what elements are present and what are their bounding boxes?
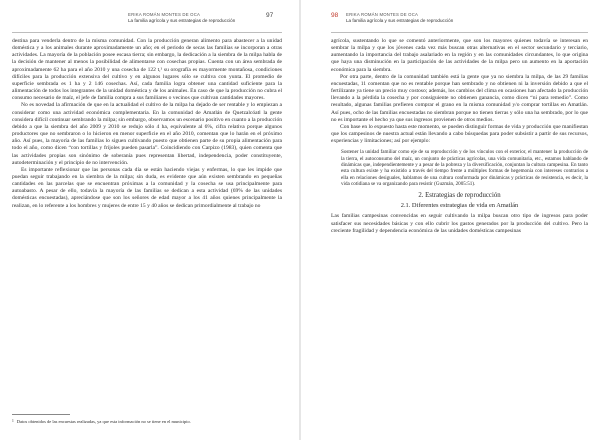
right-running-header [346, 12, 506, 23]
subsection-heading: 2.1. Diferentes estrategias de vida en Amatlán [400, 202, 519, 210]
header-rule [331, 32, 588, 33]
footnote-mark: 1 [12, 419, 14, 423]
footnote-rule [12, 414, 70, 415]
footnote [12, 419, 282, 425]
running-header-author: ERIKA ROMÁN MONTES DE OCA [346, 12, 419, 17]
section-heading: 2. Estrategias de reproducción [418, 192, 501, 200]
paragraph: Las familias campesinas convencidas en seguir cultivando la milpa buscan otro tipo de ingresos para poder satisfacer sus necesidades básicas y con ello cubrir los gastos generados por la producción del cultivo. Pero la creciente fragilidad y dependencia económica de las unidades domésticas campesinas [331, 213, 588, 234]
running-header-subtitle: La familia agrícola y sus estrategias de reproducción [346, 18, 454, 23]
paragraph: No es novedad la afirmación de que en la actualidad el cultivo de la milpa ha dejado de ser rentable y lo empiezan a considerar como una actividad económica complementaria. En la comunidad de Amatlán de Quetzalcóatl la gente considera difícil continuar sembrando la milpa; sin embargo, observamos un escenario positivo en cuanto a la producción debido a que la siembra del año 2009 y 2010 se redujo sólo 4 ha, equivalente al 6%, cifra relativa porque algunos productores que no sembraron o lo hicieron en menor superficie en el año 2010, comentan que lo harán en el próximo año. Así pues, la mayoría de las familias lo siguen cultivando puesto que obtienen parte de su propia alimentación para todo el año, como dicen “con tortillas y frijoles pueden pasarla”. Coincidiendo con Carpizo (1983), quien comenta que las actividades propias son sinónimo de soberanía pues representan libertad, independencia, poder constituyente, autodeterminación y el principio de no intervención. [12, 102, 282, 166]
left-page [0, 0, 299, 440]
running-header-subtitle: La familia agrícola y sus estrategias de reproducción [128, 18, 236, 23]
page-number: 98 [331, 12, 339, 19]
paragraph: Con base en lo expuesto hasta este momento, se pueden distinguir formas de vida y producción que manifiestan que los campesinos de nuestra actual están llevando a cabo búsquedas para poder subsistir a partir de sus recursos, experiencias y limitaciones; así por ejemplo: [331, 123, 589, 145]
block-quote: Sostener la unidad familiar como eje de su reproducción y de los vínculos con el exterior, el mantener la producción de la tierra, el autoconsumo del maíz, un conjunto de prácticas agrícolas, una vida comunitaria, etc., estamos hablando de dinámicas que, independientemente y a pesar de la pobreza y la diversificación, conjuntan la cultura campesina. En tanto esta cultura existe y ha existido a través del tiempo frente a múltiples formas de hegemonía con intereses contrarios a ella en relaciones desiguales, hablamos de una cultura conformada por dinámicas y prácticas de resistencia, es decir, la vida cotidiana se va organizando para resistir (Guzmán, 2005:51). [341, 149, 588, 187]
paragraph: Por otra parte, dentro de la comunidad también está la gente que ya no siembra la milpa, de las 29 familias encuestadas, 11 comentan que no es rentable porque han sembrado y no obtienen ni la inversión debido a que el fertilizante ya tiene un precio muy costoso; además, los cambios del clima en ocasiones han afectado la producción llevando a la pérdida la cosecha y por consiguiente no obtienen ganancia, como dicen “ni para remedio”. Como resultado, algunas familias prefieren comprar el grano en la misma comunidad y/o comprar tortillas en Amatlán. Así pues, ocho de las familias encuestadas no siembran porque no tienen tierras y sólo una ha sembrado, por lo que no es importante el hecho ya que sus ingresos provienen de otros medios. [331, 73, 588, 123]
right-body-text [331, 38, 588, 235]
running-header-author: ERIKA ROMÁN MONTES DE OCA [128, 12, 201, 17]
paragraph: Es importante reflexionar que las personas cada día se están haciendo viejas y enfermas, lo que les impide que puedan seguir trabajando en la siembra de la milpa; sin duda, es evidente que aún existen sembrando en pequeñas cantidades en las parcelas que se encuentran próximas a la comunidad y la cosecha se usa principalmente para autoabasto. A pesar de ello, todavía la mayoría de las familias se dedican a esta actividad (69% de las unidades domésticas encuestadas), apreciándose que son los señores de edad mayor a los 41 años quienes principalmente la realizan, en lo referente a los hombres y mujeres de entre 15 y 40 años se dedican primordialmente al trabajo no [12, 166, 282, 209]
header-rule [12, 32, 282, 33]
footnote-text: Datos obtenidos de las encuestas realizadas, ya que esta información no se tiene en el municipio. [16, 419, 191, 424]
paragraph: agrícola, sustentando lo que se comentó anteriormente, que son los mayores quienes todavía se interesan en sembrar la milpa y que los jóvenes cada vez más buscan otras alternativas en el sector secundario y terciario, aumentando la importancia del trabajo asalariado en la región y en las comunidades circundantes, lo que origina que haya una disminución en la participación de las actividades de la milpa pero un aumento en la aportación económica para la siembra. [331, 38, 588, 73]
paragraph: destina para venderla dentro de la misma comunidad. Con la producción generan alimento para abastecer a la unidad doméstica y a los animales durante aproximadamente un año; en el periodo de secas las familias se incorporan a otras actividades. La mayoría de la población posee escasa tierra; sin embargo, la dedicación a la siembra de la milpa habla de la decisión de mantener al menos la posibilidad de alimentarse con cosechas propias. Cuenta con un área sembrada de aproximadamente 62 ha para el año 2010 y una cosecha de 122 t,¹ su orografía es mayormente montañosa, condiciones difíciles para la producción extensiva del cultivo y en algunos lugares sólo se cultiva con yunta. El promedio de superficie sembrada es 1 ha y 2 146 cosechas. Así, cada familia logra obtener una cantidad suficiente para la alimentación de todos los integrantes de la unidad doméstica y de los animales. En caso de que la producción no cubra el consumo necesario de maíz, el jefe de familia compra a sus familiares o vecinos que cultivan cantidades mayores. [12, 38, 282, 102]
right-page [301, 0, 600, 440]
page-number: 97 [266, 12, 274, 19]
left-body-text [12, 38, 282, 210]
left-running-header [128, 12, 258, 23]
